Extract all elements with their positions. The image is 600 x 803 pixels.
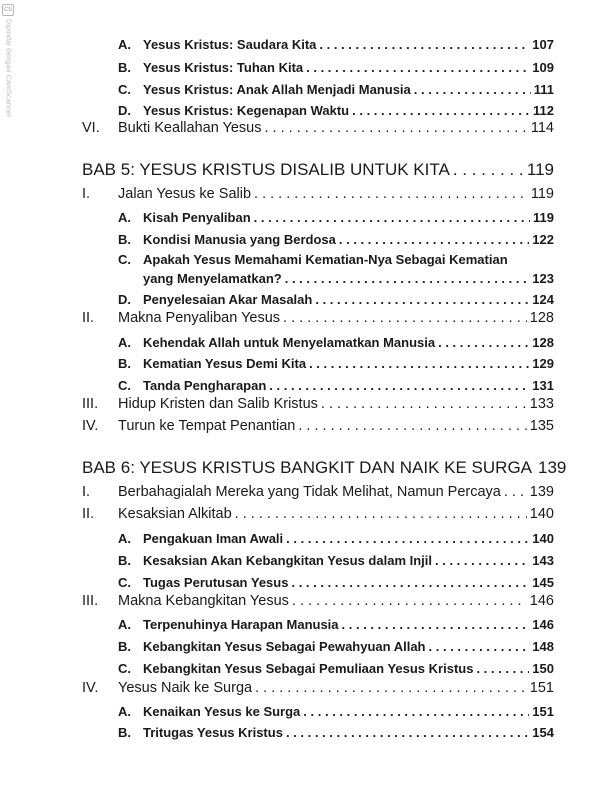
toc-entry-page-number: 139 bbox=[538, 458, 567, 477]
toc-entry-title: Makna Kebangkitan Yesus bbox=[118, 593, 289, 609]
toc-entry bbox=[82, 418, 554, 434]
toc-entry-marker: D. bbox=[118, 292, 131, 307]
toc-entry-marker: IV. bbox=[82, 680, 99, 696]
toc-entry-marker: C. bbox=[118, 82, 131, 97]
toc-entry-page-number: 143 bbox=[532, 553, 554, 568]
toc-entry-title: Makna Penyaliban Yesus bbox=[118, 310, 281, 326]
toc-entry bbox=[118, 252, 554, 267]
toc-entry bbox=[82, 310, 554, 326]
dot-leader bbox=[438, 335, 529, 350]
dot-leader bbox=[453, 160, 524, 180]
toc-entry-page-number: 107 bbox=[532, 37, 554, 52]
toc-entry-title: Hidup Kristen dan Salib Kristus bbox=[118, 396, 318, 412]
toc-entry-marker: III. bbox=[82, 593, 99, 609]
toc-entry-title: Tanda Pengharapan bbox=[143, 378, 267, 393]
toc-entry-title: Yesus Kristus: Kegenapan Waktu bbox=[143, 103, 350, 118]
toc-entry-title: Penyelesaian Akar Masalah bbox=[143, 292, 313, 307]
toc-entry-title: Turun ke Tempat Penantian bbox=[118, 418, 296, 434]
toc-entry-page-number: 133 bbox=[529, 396, 554, 412]
dot-leader bbox=[504, 484, 527, 500]
dot-leader bbox=[429, 639, 530, 654]
toc-entry-title: Kehendak Allah untuk Menyelamatkan Manusia bbox=[143, 335, 436, 350]
toc-entry-marker: C. bbox=[118, 378, 131, 393]
toc-entry-marker: C. bbox=[118, 575, 131, 590]
toc-entry bbox=[118, 210, 554, 225]
chapter-heading bbox=[82, 160, 554, 180]
dot-leader bbox=[321, 396, 527, 412]
toc-entry-marker: B. bbox=[118, 639, 131, 654]
chapter-heading bbox=[82, 458, 567, 478]
toc-entry bbox=[82, 186, 554, 202]
toc-entry-page-number: 135 bbox=[529, 418, 554, 434]
toc-entry-title: Tritugas Yesus Kristus bbox=[143, 725, 283, 740]
toc-entry bbox=[82, 484, 554, 500]
toc-entry-title: Kesaksian Akan Kebangkitan Yesus dalam Injil bbox=[143, 553, 433, 568]
toc-entry bbox=[118, 37, 554, 52]
toc-entry-title: Kesaksian Alkitab bbox=[118, 506, 232, 522]
toc-entry-page-number: 140 bbox=[529, 506, 554, 522]
dot-leader bbox=[306, 60, 529, 75]
toc-entry-marker: I. bbox=[82, 186, 91, 202]
toc-entry-title: Bukti Keallahan Yesus bbox=[118, 120, 262, 136]
dot-leader bbox=[265, 120, 528, 136]
toc-entry-title: Kematian Yesus Demi Kita bbox=[143, 356, 307, 371]
toc-entry-page-number: 109 bbox=[532, 60, 554, 75]
toc-entry-page-number: 140 bbox=[532, 531, 554, 546]
dot-leader bbox=[255, 680, 527, 696]
toc-entry-marker: B. bbox=[118, 725, 131, 740]
camscanner-logo-icon: CS bbox=[2, 4, 14, 16]
dot-leader bbox=[286, 531, 529, 546]
dot-leader bbox=[414, 82, 531, 97]
toc-entry bbox=[118, 356, 554, 371]
toc-entry-marker: A. bbox=[118, 531, 131, 546]
toc-entry bbox=[82, 396, 554, 412]
toc-entry bbox=[118, 82, 554, 97]
toc-entry-marker: C. bbox=[118, 661, 131, 676]
toc-entry-title: Terpenuhinya Harapan Manusia bbox=[143, 617, 339, 632]
watermark-text: Dipindai dengan CamScanner bbox=[4, 19, 12, 118]
toc-entry bbox=[118, 292, 554, 307]
toc-entry bbox=[118, 378, 554, 393]
toc-entry bbox=[82, 680, 554, 696]
toc-entry bbox=[118, 553, 554, 568]
toc-entry-page-number: 128 bbox=[532, 335, 554, 350]
toc-entry bbox=[118, 232, 554, 247]
toc-entry-marker: A. bbox=[118, 617, 131, 632]
dot-leader bbox=[235, 506, 527, 522]
toc-entry-page-number: 119 bbox=[530, 186, 554, 202]
toc-entry-page-number: 114 bbox=[530, 120, 554, 136]
toc-entry-title: Yesus Kristus: Tuhan Kita bbox=[143, 60, 304, 75]
toc-entry-title: Kenaikan Yesus ke Surga bbox=[143, 704, 301, 719]
toc-entry-title: Jalan Yesus ke Salib bbox=[118, 186, 252, 202]
dot-leader bbox=[435, 553, 529, 568]
toc-entry-marker: II. bbox=[82, 506, 95, 522]
toc-entry-page-number: 151 bbox=[529, 680, 554, 696]
toc-entry-page-number: 123 bbox=[532, 271, 554, 286]
toc-entry-marker: A. bbox=[118, 210, 131, 225]
toc-entry-page-number: 111 bbox=[533, 82, 554, 97]
dot-leader bbox=[285, 271, 530, 286]
toc-entry-marker: D. bbox=[118, 103, 131, 118]
toc-entry bbox=[82, 593, 554, 609]
toc-entry-page-number: 154 bbox=[532, 725, 554, 740]
toc-entry bbox=[143, 271, 554, 286]
toc-entry-page-number: 151 bbox=[532, 704, 554, 719]
dot-leader bbox=[303, 704, 529, 719]
toc-entry-page-number: 131 bbox=[532, 378, 554, 393]
toc-entry bbox=[118, 60, 554, 75]
toc-entry bbox=[118, 103, 554, 118]
toc-entry-marker: A. bbox=[118, 335, 131, 350]
toc-entry-page-number: 128 bbox=[529, 310, 554, 326]
toc-entry bbox=[118, 725, 554, 740]
dot-leader bbox=[254, 186, 528, 202]
toc-entry bbox=[118, 575, 554, 590]
toc-entry-page-number: 146 bbox=[529, 593, 554, 609]
dot-leader bbox=[291, 575, 529, 590]
toc-entry bbox=[82, 506, 554, 522]
toc-entry-marker: B. bbox=[118, 553, 131, 568]
toc-entry bbox=[118, 335, 554, 350]
toc-entry-page-number: 146 bbox=[532, 617, 554, 632]
dot-leader bbox=[286, 725, 529, 740]
toc-entry-page-number: 122 bbox=[532, 232, 554, 247]
toc-entry-title: yang Menyelamatkan? bbox=[143, 271, 282, 286]
toc-entry-marker: A. bbox=[118, 37, 131, 52]
toc-entry-title: Kebangkitan Yesus Sebagai Pemuliaan Yesus Kristus bbox=[143, 661, 474, 676]
toc-entry-page-number: 119 bbox=[526, 160, 554, 179]
toc-entry-marker: IV. bbox=[82, 418, 99, 434]
toc-entry-title: Kondisi Manusia yang Berdosa bbox=[143, 232, 336, 247]
toc-entry-title: Berbahagialah Mereka yang Tidak Melihat, Namun Percaya bbox=[118, 484, 501, 500]
toc-entry-marker: I. bbox=[82, 484, 91, 500]
dot-leader bbox=[352, 103, 530, 118]
toc-entry-page-number: 145 bbox=[532, 575, 554, 590]
dot-leader bbox=[292, 593, 527, 609]
toc-entry bbox=[118, 617, 554, 632]
toc-entry-marker: A. bbox=[118, 704, 131, 719]
dot-leader bbox=[339, 232, 529, 247]
dot-leader bbox=[319, 37, 529, 52]
toc-entry-page-number: 124 bbox=[532, 292, 554, 307]
dot-leader bbox=[342, 617, 530, 632]
dot-leader bbox=[254, 210, 530, 225]
dot-leader bbox=[283, 310, 527, 326]
toc-entry-marker: III. bbox=[82, 396, 99, 412]
toc-entry bbox=[118, 639, 554, 654]
dot-leader bbox=[309, 356, 529, 371]
toc-entry-title: Apakah Yesus Memahami Kematian-Nya Sebagai Kematian bbox=[143, 252, 508, 267]
dot-leader bbox=[315, 292, 529, 307]
toc-entry-page-number: 150 bbox=[532, 661, 554, 676]
toc-entry-page-number: 119 bbox=[533, 210, 554, 225]
dot-leader bbox=[269, 378, 529, 393]
toc-entry-title: Tugas Perutusan Yesus bbox=[143, 575, 289, 590]
toc-entry-marker: VI. bbox=[82, 120, 100, 136]
toc-entry-title: BAB 6: YESUS KRISTUS BANGKIT DAN NAIK KE SURGA bbox=[82, 458, 533, 477]
toc-entry bbox=[82, 120, 554, 136]
toc-entry-page-number: 129 bbox=[532, 356, 554, 371]
toc-entry-title: BAB 5: YESUS KRISTUS DISALIB UNTUK KITA bbox=[82, 160, 450, 179]
toc-entry bbox=[118, 531, 554, 546]
dot-leader bbox=[298, 418, 526, 434]
toc-entry-title: Yesus Kristus: Anak Allah Menjadi Manusia bbox=[143, 82, 411, 97]
dot-leader bbox=[476, 661, 529, 676]
toc-entry bbox=[118, 661, 554, 676]
toc-entry-title: Kisah Penyaliban bbox=[143, 210, 251, 225]
toc-entry-page-number: 139 bbox=[529, 484, 554, 500]
toc-entry-title: Kebangkitan Yesus Sebagai Pewahyuan Allah bbox=[143, 639, 426, 654]
toc-entry-title: Yesus Naik ke Surga bbox=[118, 680, 253, 696]
toc-entry-page-number: 112 bbox=[533, 103, 554, 118]
toc-entry-page-number: 148 bbox=[532, 639, 554, 654]
toc-entry-marker: C. bbox=[118, 252, 131, 267]
toc-entry-marker: B. bbox=[118, 356, 131, 371]
toc-entry-title: Pengakuan Iman Awali bbox=[143, 531, 284, 546]
toc-entry bbox=[118, 704, 554, 719]
toc-entry-marker: B. bbox=[118, 60, 131, 75]
toc-entry-title: Yesus Kristus: Saudara Kita bbox=[143, 37, 317, 52]
toc-entry-marker: B. bbox=[118, 232, 131, 247]
toc-entry-marker: II. bbox=[82, 310, 95, 326]
